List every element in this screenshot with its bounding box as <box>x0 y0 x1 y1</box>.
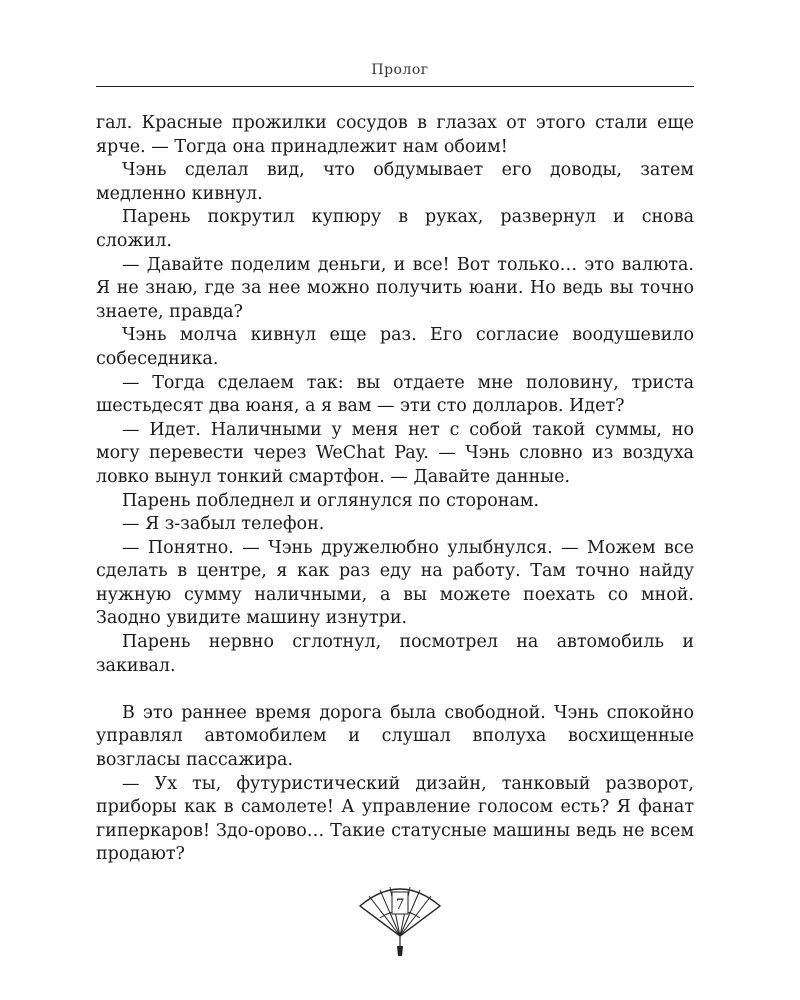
paragraph: — Ух ты, футуристический дизайн, танковый разворот, приборы как в самолете! А управление голосом есть? Я фанат гиперкаров! Здо-орово… Такие статусные машины ведь не всем продают? <box>96 773 694 865</box>
fan-ornament-icon <box>340 878 460 958</box>
paragraph: Парень покрутил купюру в руках, развернул и снова сложил. <box>96 207 694 251</box>
body-text <box>96 112 694 867</box>
paragraph: — Давайте поделим деньги, и все! Вот только… это валюта. Я не знаю, где за нее можно получить юани. Но ведь вы точно знаете, правда? <box>96 254 694 322</box>
header-rule <box>96 86 694 87</box>
paragraph: — Идет. Наличными у меня нет с собой такой суммы, но могу перевести через WeChat Pay. — Чэнь словно из воздуха ловко вынул тонкий смартфон. — Давайте данные. <box>96 419 694 487</box>
paragraph: гал. Красные прожилки сосудов в глазах от этого стали еще ярче. — Тогда она принадлежит нам обоим! <box>96 113 694 157</box>
paragraph: Чэнь молча кивнул еще раз. Его согласие воодушевило собеседника. <box>96 325 694 369</box>
running-head: Пролог <box>371 62 429 78</box>
paragraph-section-start: В это раннее время дорога была свободной. Чэнь спокойно управлял автомобилем и слушал вполуха восхищенные возгласы пассажира. <box>96 702 694 771</box>
paragraph: Чэнь сделал вид, что обдумывает его доводы, затем медленно кивнул. <box>96 160 694 204</box>
paragraph: Парень нервно сглотнул, посмотрел на автомобиль и закивал. <box>96 632 694 676</box>
paragraph: — Тогда сделаем так: вы отдаете мне половину, триста шестьдесят два юаня, а я вам — эти сто долларов. Идет? <box>96 372 694 417</box>
paragraph: — Я з-забыл телефон. <box>122 514 325 535</box>
paragraph: — Понятно. — Чэнь дружелюбно улыбнулся. — Можем все сделать в центре, я как раз еду на работу. Там точно найду нужную сумму наличными, а вы можете поехать со мной. Заодно увидите машину изнутри. <box>96 537 694 629</box>
paragraph: Парень побледнел и оглянулся по сторонам. <box>122 490 540 511</box>
page-number: 7 <box>396 896 404 913</box>
